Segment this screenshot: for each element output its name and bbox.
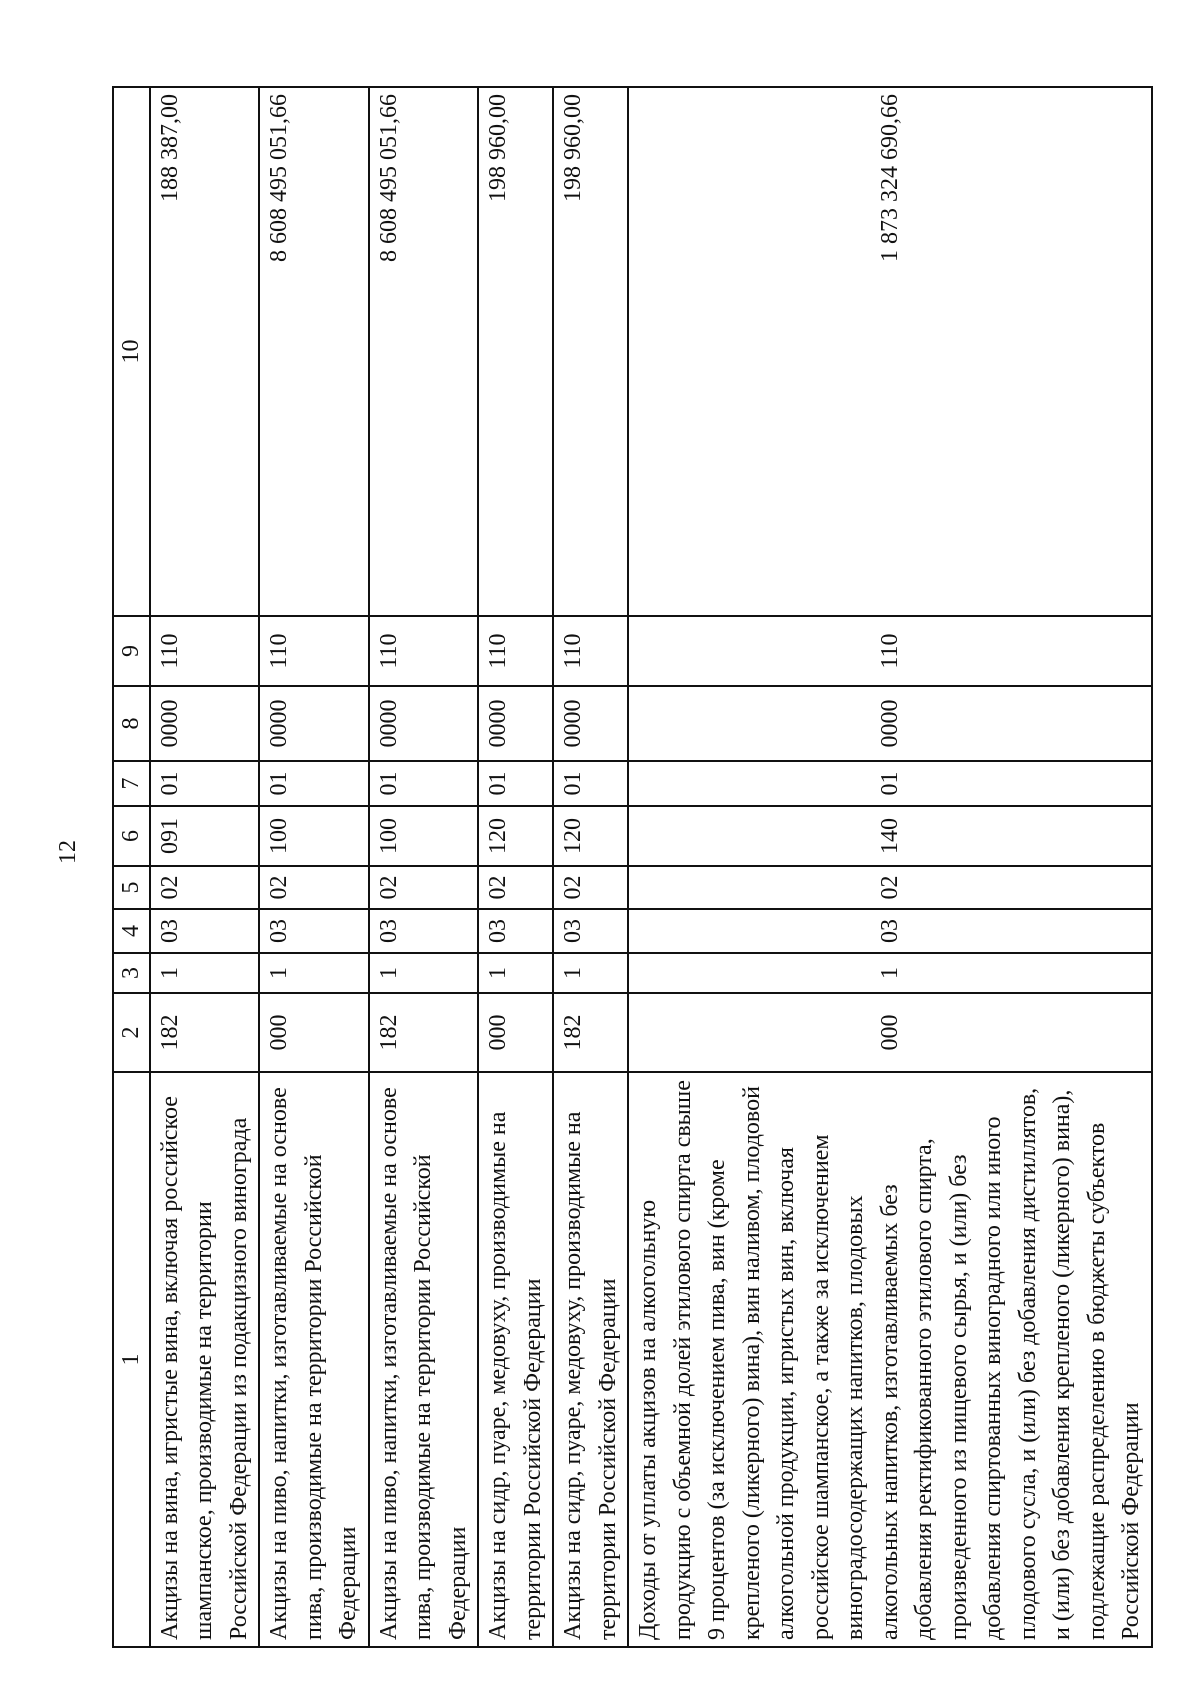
amount-value: 198 960,00 [478, 87, 553, 616]
subgroup-code: 03 [553, 909, 628, 953]
element-code: 01 [628, 761, 1152, 806]
group-code: 1 [553, 953, 628, 993]
amount-value: 8 608 495 051,66 [369, 87, 479, 616]
amount-value: 1 873 324 690,66 [628, 87, 1152, 616]
program-code: 0000 [150, 686, 260, 761]
program-code: 0000 [369, 686, 479, 761]
economic-code: 110 [478, 616, 553, 686]
col-header-7: 7 [113, 761, 150, 806]
program-code: 0000 [553, 686, 628, 761]
revenue-name: Акцизы на вина, игристые вина, включая российское шампанское, производимые на территории Российской Федерации из подакцизного винограда [150, 1072, 260, 1647]
article-code: 02 [369, 866, 479, 909]
subarticle-code: 120 [478, 806, 553, 866]
article-code: 02 [478, 866, 553, 909]
element-code: 01 [150, 761, 260, 806]
col-header-1: 1 [113, 1072, 150, 1647]
subgroup-code: 03 [150, 909, 260, 953]
revenue-name: Акцизы на сидр, пуаре, медовуху, производимые на территории Российской Федерации [553, 1072, 628, 1647]
subarticle-code: 100 [259, 806, 369, 866]
col-header-8: 8 [113, 686, 150, 761]
subgroup-code: 03 [369, 909, 479, 953]
article-code: 02 [628, 866, 1152, 909]
table-row [369, 87, 479, 1647]
table-row [259, 87, 369, 1647]
revenue-name: Акцизы на пиво, напитки, изготавливаемые на основе пива, производимые на территории Российской Федерации [369, 1072, 479, 1647]
group-code: 1 [478, 953, 553, 993]
rotated-table [112, 88, 1144, 1648]
economic-code: 110 [628, 616, 1152, 686]
admin-code: 182 [150, 993, 260, 1072]
table-row [478, 87, 553, 1647]
program-code: 0000 [628, 686, 1152, 761]
col-header-3: 3 [113, 953, 150, 993]
economic-code: 110 [553, 616, 628, 686]
group-code: 1 [150, 953, 260, 993]
subarticle-code: 100 [369, 806, 479, 866]
revenue-name: Акцизы на пиво, напитки, изготавливаемые на основе пива, производимые на территории Российской Федерации [259, 1072, 369, 1647]
col-header-6: 6 [113, 806, 150, 866]
subarticle-code: 120 [553, 806, 628, 866]
table-container [112, 88, 1144, 1648]
col-header-5: 5 [113, 866, 150, 909]
subgroup-code: 03 [628, 909, 1152, 953]
col-header-10: 10 [113, 87, 150, 616]
group-code: 1 [628, 953, 1152, 993]
subgroup-code: 03 [259, 909, 369, 953]
article-code: 02 [150, 866, 260, 909]
article-code: 02 [553, 866, 628, 909]
subarticle-code: 091 [150, 806, 260, 866]
amount-value: 198 960,00 [553, 87, 628, 616]
header-row [113, 87, 150, 1647]
economic-code: 110 [369, 616, 479, 686]
article-code: 02 [259, 866, 369, 909]
table-row [628, 87, 1152, 1647]
group-code: 1 [259, 953, 369, 993]
amount-value: 8 608 495 051,66 [259, 87, 369, 616]
program-code: 0000 [259, 686, 369, 761]
subarticle-code: 140 [628, 806, 1152, 866]
revenue-name: Доходы от уплаты акцизов на алкогольную продукцию с объемной долей этилового спирта свыше 9 процентов (за исключением пива, вин (кроме крепленого (ликерного) вина), вин наливом, плодовой алкогольной продукции, игристых вин, включая российское шампанское, а также за исключением виноградосодержащих напитков, плодовых алкогольных напитков, изготавливаемых без добавления ректификованного этилового спирта, произведенного из пищевого сырья, и (или) без добавления спиртованных виноградного или иного плодового сусла, и (или) без добавления дистиллятов, и (или) без добавления крепленого (ликерного) вина), подлежащие распределению в бюджеты субъектов Российской Федерации [628, 1072, 1152, 1647]
element-code: 01 [259, 761, 369, 806]
col-header-9: 9 [113, 616, 150, 686]
admin-code: 182 [369, 993, 479, 1072]
col-header-4: 4 [113, 909, 150, 953]
element-code: 01 [369, 761, 479, 806]
admin-code: 182 [553, 993, 628, 1072]
amount-value: 188 387,00 [150, 87, 260, 616]
economic-code: 110 [259, 616, 369, 686]
group-code: 1 [369, 953, 479, 993]
economic-code: 110 [150, 616, 260, 686]
subgroup-code: 03 [478, 909, 553, 953]
table-row [553, 87, 628, 1647]
table-row [150, 87, 260, 1647]
col-header-2: 2 [113, 993, 150, 1072]
budget-revenue-table [112, 86, 1153, 1648]
revenue-name: Акцизы на сидр, пуаре, медовуху, производимые на территории Российской Федерации [478, 1072, 553, 1647]
admin-code: 000 [478, 993, 553, 1072]
element-code: 01 [478, 761, 553, 806]
page-number: 12 [55, 840, 81, 864]
element-code: 01 [553, 761, 628, 806]
admin-code: 000 [259, 993, 369, 1072]
admin-code: 000 [628, 993, 1152, 1072]
program-code: 0000 [478, 686, 553, 761]
